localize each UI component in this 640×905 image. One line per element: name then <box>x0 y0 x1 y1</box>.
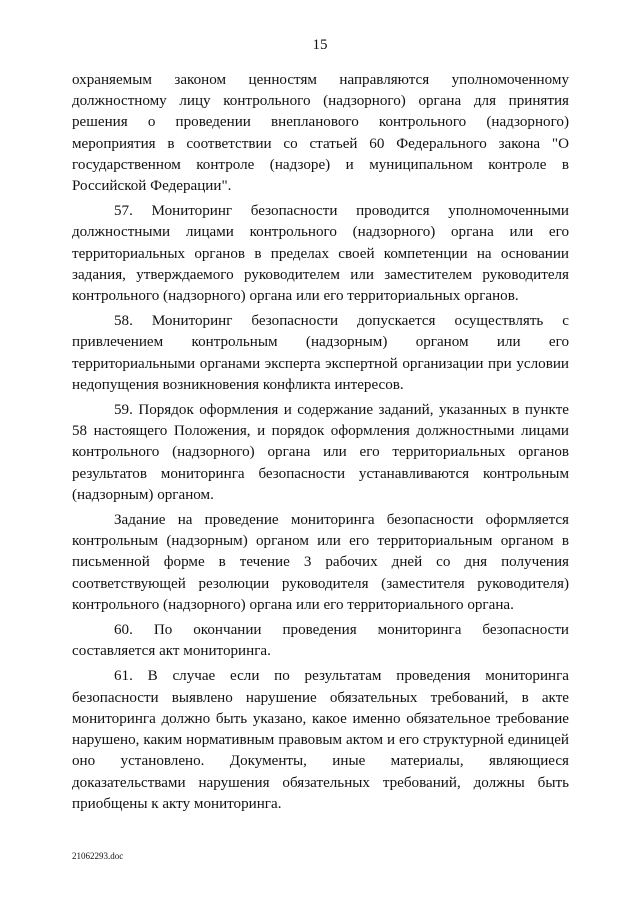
footer-filename: 21062293.doc <box>72 851 124 861</box>
page-number: 15 <box>312 37 328 53</box>
paragraph-60: 60. По окончании проведения мониторинга безопасности составляется акт мониторинга. <box>72 622 569 660</box>
paragraph-continuation: охраняемым законом ценностям направляются уполномоченному должностному лицу контрольного (надзорного) органа для принятия решения о проведении внепланового контрольного (надзорного) мероприятия в соответствии со статьей 60 Федерального закона "О государственном контроле (надзоре) и муниципальном контроле в Российской Федерации". <box>72 72 569 195</box>
document-body <box>72 70 569 815</box>
paragraph-57: 57. Мониторинг безопасности проводится уполномоченными должностными лицами контрольного (надзорного) органа или его территориальных органов в пределах своей компетенции на основании задания, утверждаемого руководителем или заместителем руководителя контрольного (надзорного) органа или его территориальных органов. <box>72 203 569 305</box>
paragraph-59: 59. Порядок оформления и содержание заданий, указанных в пункте 58 настоящего Положения, и порядок оформления должностными лицами контрольного (надзорного) органа или его территориальных органов результатов мониторинга безопасности устанавливаются контрольным (надзорным) органом. <box>72 402 569 503</box>
paragraph-61: 61. В случае если по результатам проведения мониторинга безопасности выявлено нарушение обязательных требований, в акте мониторинга должно быть указано, какое именно обязательное требование нарушено, каким нормативным правовым актом и его структурной единицей оно установлено. Документы, иные материалы, являющиеся доказательствами нарушения обязательных требований, должны быть приобщены к акту мониторинга. <box>72 668 569 812</box>
paragraph-58: 58. Мониторинг безопасности допускается осуществлять с привлечением контрольным (надзорным) органом или его территориальными органами эксперта экспертной организации при условии недопущения возникновения конфликта интересов. <box>72 313 569 393</box>
paragraph-59-task: Задание на проведение мониторинга безопасности оформляется контрольным (надзорным) органом или его территориальным органом в письменной форме в течение 3 рабочих дней со дня получения соответствующей резолюции руководителя (заместителя руководителя) контрольного (надзорного) органа или его территориального органа. <box>72 512 569 613</box>
